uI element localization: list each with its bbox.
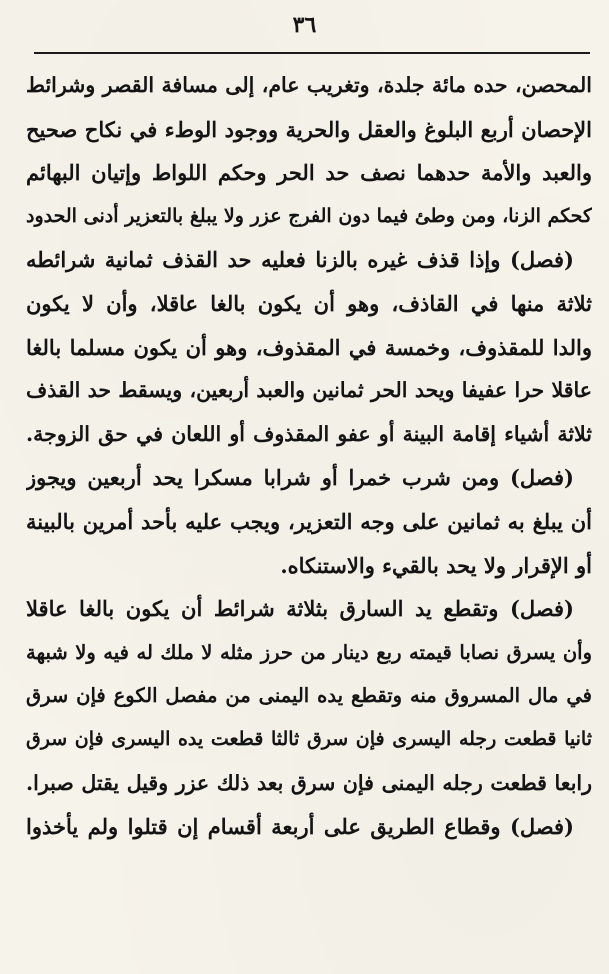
page-number: ٣٦ (292, 12, 317, 38)
text-line: أو الإقرار ولا يحد بالقيء والاستنكاه. (280, 552, 592, 578)
text-line: في مال المسروق منه وتقطع يده اليمنى من مفصل الكوع فإن سرق (26, 684, 592, 708)
section-heading-line: (فصل) وإذا قذف غيره بالزنا فعليه حد القذف ثمانية شرائطه (26, 247, 574, 273)
section-heading-line: (فصل) وقطاع الطريق على أربعة أقسام إن قتلوا ولم يأخذوا (26, 814, 574, 840)
text-line: والدا للمقذوف، وخمسة في المقذوف، وهو أن يكون مسلما بالغا (26, 334, 592, 360)
text-line: ثلاثة منها في القاذف، وهو أن يكون بالغا عاقلا، وأن لا يكون (26, 290, 592, 316)
text-line: ثانيا قطعت رجله اليسرى فإن سرق ثالثا قطعت يده اليسرى فإن سرق (26, 727, 592, 750)
section-heading-line: (فصل) وتقطع يد السارق بثلاثة شرائط أن يكون بالغا عاقلا (26, 596, 574, 622)
text-line: وأن يسرق نصابا قيمته ربع دينار من حرز مثله لا ملك له فيه ولا شبهة (26, 640, 592, 664)
text-line: عاقلا حرا عفيفا ويحد الحر ثمانين والعبد أربعين، ويسقط حد القذف (26, 378, 592, 403)
text-line: الإحصان أربع البلوغ والعقل والحرية ووجود الوطء في نكاح صحيح (26, 116, 592, 142)
text-line: رابعا قطعت رجله اليمنى فإن سرق بعد ذلك عزر وقيل يقتل صبرا. (26, 770, 592, 795)
text-line: والعبد والأمة حدهما نصف حد الحر وحكم اللواط وإتيان البهائم (26, 160, 592, 186)
text-line: ثلاثة أشياء إقامة البينة أو عفو المقذوف أو اللعان في حق الزوجة. (26, 421, 592, 446)
header-rule (34, 52, 590, 54)
section-heading-line: (فصل) ومن شرب خمرا أو شرابا مسكرا يحد أربعين ويجوز (26, 465, 574, 491)
text-line: أن يبلغ به ثمانين على وجه التعزير، ويجب عليه بأحد أمرين بالبينة (26, 508, 592, 534)
text-line: كحكم الزنا، ومن وطئ فيما دون الفرج عزر ولا يبلغ بالتعزير أدنى الحدود (26, 204, 592, 227)
text-body (26, 64, 592, 849)
text-line: المحصن، حده مائة جلدة، وتغريب عام، إلى مسافة القصر وشرائط (26, 73, 592, 97)
